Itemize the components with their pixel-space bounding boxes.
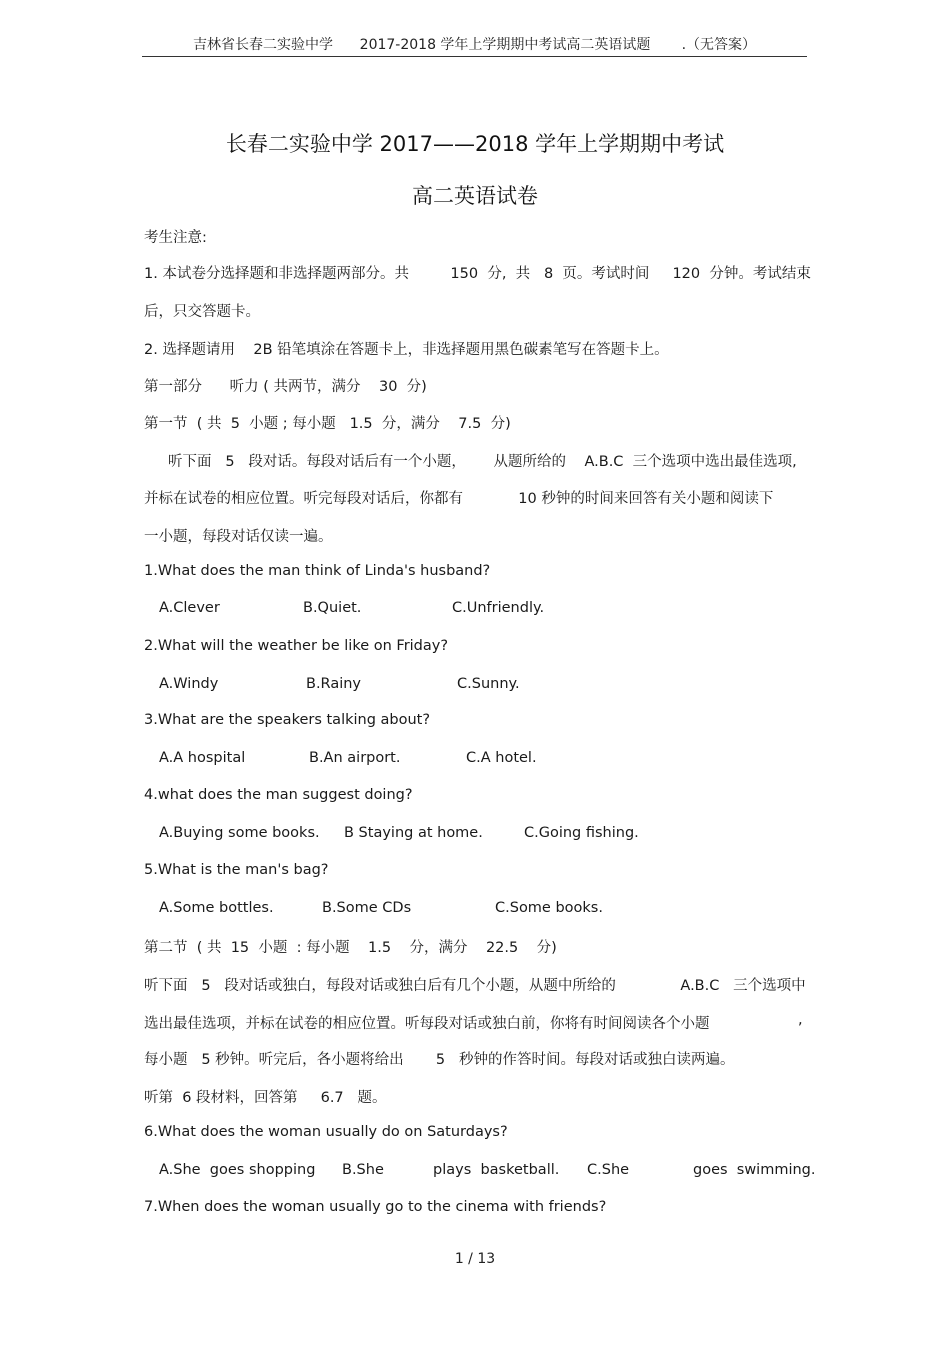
notice-heading: 考生注意: bbox=[144, 230, 207, 246]
page-header bbox=[142, 34, 807, 57]
q1-option-a: A.Clever bbox=[159, 600, 220, 616]
section2-instruction-line3: 每小题 5 秒钟。听完后，各小题将给出 5 秒钟的作答时间。每段对话或独白读两遍。 bbox=[144, 1052, 735, 1068]
section2-heading: 第二节 ( 共 15 小题 : 每小题 1.5 分，满分 22.5 分) bbox=[144, 940, 557, 956]
q6-option-b-text: plays basketball. bbox=[433, 1162, 560, 1178]
q6-option-c: C.She bbox=[587, 1162, 630, 1178]
page-number: 1 / 13 bbox=[454, 1251, 496, 1267]
question-7: 7.When does the woman usually go to the cinema with friends? bbox=[144, 1199, 607, 1215]
section2-instruction-line1: 听下面 5 段对话或独白，每段对话或独白后有几个小题，从题中所给的 A.B.C 三个选项中 bbox=[144, 978, 806, 994]
exam-subtitle: 高二英语试卷 bbox=[412, 184, 538, 208]
q1-option-c: C.Unfriendly. bbox=[452, 600, 545, 616]
question-5: 5.What is the man's bag? bbox=[144, 862, 329, 878]
q6-option-c-text: goes swimming. bbox=[693, 1162, 816, 1178]
section1-heading: 第一节 ( 共 5 小题 ; 每小题 1.5 分，满分 7.5 分) bbox=[144, 416, 511, 432]
notice-item1-line1: 1. 本试卷分选择题和非选择题两部分。共 150 分, 共 8 页。考试时间 120 分钟。考试结束 bbox=[144, 266, 811, 282]
notice-item1-line2: 后，只交答题卡。 bbox=[144, 304, 260, 320]
q4-option-a: A.Buying some books. bbox=[159, 825, 320, 841]
q3-option-b: B.An airport. bbox=[309, 750, 401, 766]
section1-instruction-line3: 一小题，每段对话仅读一遍。 bbox=[144, 529, 333, 545]
q3-option-a: A.A hospital bbox=[159, 750, 246, 766]
question-4: 4.what does the man suggest doing? bbox=[144, 787, 413, 803]
section2-instruction-line2: 选出最佳选项，并标在试卷的相应位置。听每段对话或独白前，你将有时间阅读各个小题 bbox=[144, 1016, 710, 1032]
q4-option-b: B Staying at home. bbox=[344, 825, 483, 841]
section2-instruction-line2-comma: , bbox=[798, 1012, 803, 1028]
q3-option-c: C.A hotel. bbox=[466, 750, 537, 766]
header-text: 吉林省长春二实验中学 2017-2018 学年上学期期中考试高二英语试题 .（无答案） bbox=[192, 37, 757, 53]
question-3: 3.What are the speakers talking about? bbox=[144, 712, 431, 728]
question-2: 2.What will the weather be like on Friday? bbox=[144, 638, 449, 654]
material-6-instruction: 听第 6 段材料，回答第 6.7 题。 bbox=[144, 1090, 387, 1106]
q2-option-b: B.Rainy bbox=[306, 676, 361, 692]
q5-option-c: C.Some books. bbox=[495, 900, 603, 916]
part1-heading: 第一部分 听力 ( 共两节，满分 30 分) bbox=[144, 379, 427, 395]
q6-option-a: A.She goes shopping bbox=[159, 1162, 316, 1178]
q4-option-c: C.Going fishing. bbox=[524, 825, 639, 841]
question-6: 6.What does the woman usually do on Saturdays? bbox=[144, 1124, 508, 1140]
q1-option-b: B.Quiet. bbox=[303, 600, 362, 616]
exam-title: 长春二实验中学 2017——2018 学年上学期期中考试 bbox=[225, 132, 725, 156]
q5-option-b: B.Some CDs bbox=[322, 900, 412, 916]
q6-option-b: B.She bbox=[342, 1162, 384, 1178]
q2-option-c: C.Sunny. bbox=[457, 676, 520, 692]
section1-instruction-line1: 听下面 5 段对话。每段对话后有一个小题， 从题所给的 A.B.C 三个选项中选出最佳选项, bbox=[168, 454, 797, 470]
question-1: 1.What does the man think of Linda's husband? bbox=[144, 563, 491, 579]
notice-item2: 2. 选择题请用 2B 铅笔填涂在答题卡上，非选择题用黑色碳素笔写在答题卡上。 bbox=[144, 342, 669, 358]
section1-instruction-line2: 并标在试卷的相应位置。听完每段对话后，你都有 10 秒钟的时间来回答有关小题和阅读下 bbox=[144, 491, 774, 507]
q5-option-a: A.Some bottles. bbox=[159, 900, 274, 916]
q2-option-a: A.Windy bbox=[159, 676, 219, 692]
